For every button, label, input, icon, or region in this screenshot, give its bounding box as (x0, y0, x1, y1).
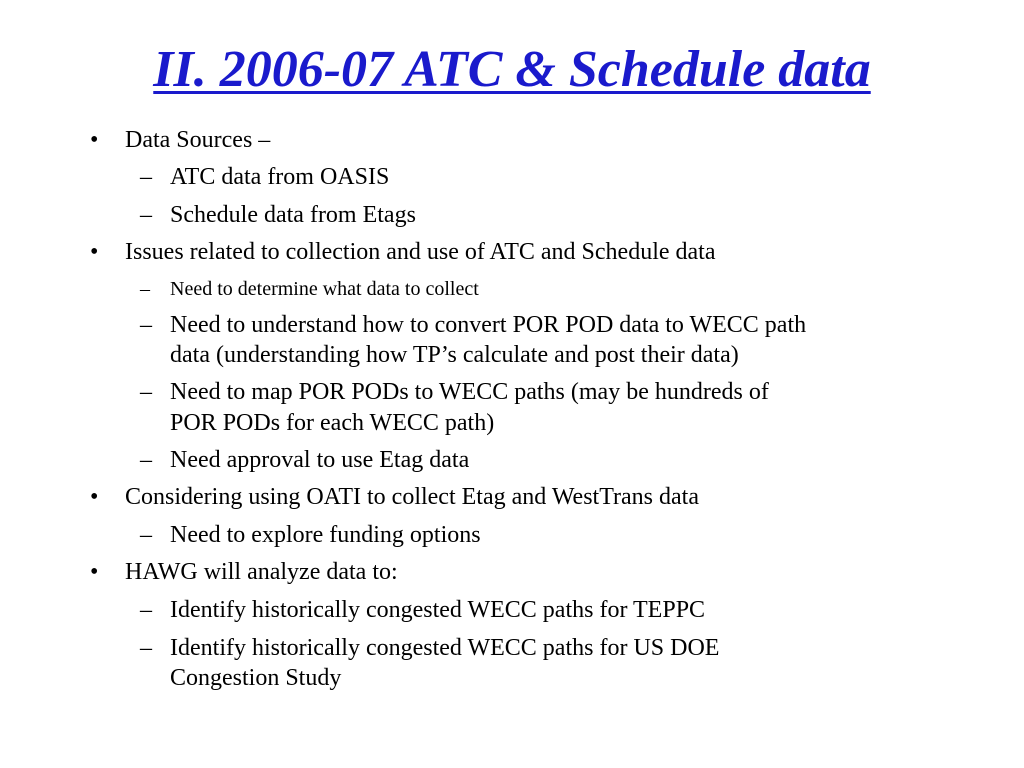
sub-bullet-text-continued: POR PODs for each WECC path) (170, 410, 495, 436)
dash-marker: – (140, 202, 152, 228)
sub-bullet-text-continued: Congestion Study (170, 665, 342, 691)
sub-bullet-text: Need to map POR PODs to WECC paths (may be hundreds of (170, 379, 769, 405)
sub-bullet-text: Identify historically congested WECC paths for TEPPC (170, 597, 706, 623)
bullet-text: HAWG will analyze data to: (125, 559, 398, 585)
dash-marker: – (140, 597, 152, 623)
sub-bullet-text: Need to determine what data to collect (170, 278, 479, 300)
bullet-text: Considering using OATI to collect Etag and WestTrans data (125, 484, 699, 510)
bullet-marker: • (90, 484, 99, 510)
dash-marker: – (140, 164, 152, 190)
dash-marker: – (140, 278, 150, 300)
dash-marker: – (140, 312, 152, 338)
sub-bullet-text: Need to explore funding options (170, 522, 481, 548)
bullet-marker: • (90, 559, 99, 585)
bullet-text: Issues related to collection and use of ATC and Schedule data (125, 239, 716, 265)
sub-bullet-text: Identify historically congested WECC paths for US DOE (170, 635, 720, 661)
slide-title: II. 2006-07 ATC & Schedule data (153, 41, 871, 98)
bullet-marker: • (90, 127, 99, 153)
sub-bullet-text: ATC data from OASIS (170, 164, 390, 190)
bullet-text: Data Sources – (125, 127, 271, 153)
dash-marker: – (140, 522, 152, 548)
sub-bullet-text: Need approval to use Etag data (170, 447, 470, 473)
dash-marker: – (140, 447, 152, 473)
sub-bullet-text: Need to understand how to convert POR POD data to WECC path (170, 312, 807, 338)
bullet-marker: • (90, 239, 99, 265)
dash-marker: – (140, 635, 152, 661)
sub-bullet-text-continued: data (understanding how TP’s calculate and post their data) (170, 342, 739, 368)
dash-marker: – (140, 379, 152, 405)
sub-bullet-text: Schedule data from Etags (170, 202, 416, 228)
